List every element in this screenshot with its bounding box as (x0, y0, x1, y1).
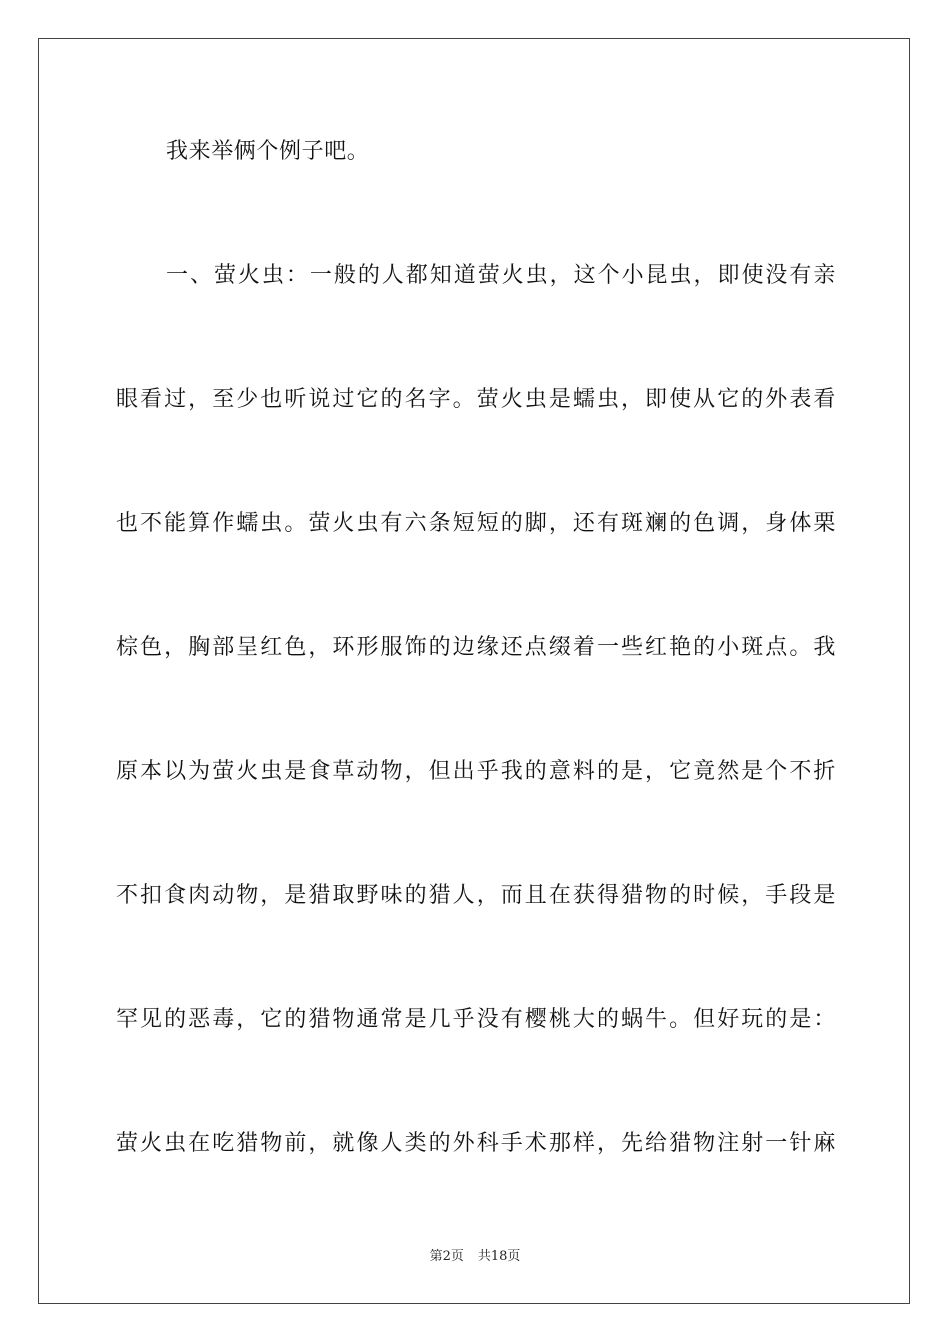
paragraph-2-line-4: 棕色，胸部呈红色，环形服饰的边缘还点缀着一些红艳的小斑点。我 (116, 635, 836, 660)
page-number: 第2页 (429, 1249, 464, 1264)
paragraph-2-line-3: 也不能算作蠕虫。萤火虫有六条短短的脚，还有斑斓的色调，身体栗 (116, 511, 836, 536)
page-footer (0, 1248, 950, 1266)
paragraph-2-line-7: 罕见的恶毒，它的猎物通常是几乎没有樱桃大的蜗牛。但好玩的是： (116, 1007, 836, 1032)
paragraph-2-line-1: 一、萤火虫：一般的人都知道萤火虫，这个小昆虫，即使没有亲 (166, 263, 836, 288)
paragraph-2-line-5: 原本以为萤火虫是食草动物，但出乎我的意料的是，它竟然是个不折 (116, 759, 836, 784)
paragraph-2-line-8: 萤火虫在吃猎物前，就像人类的外科手术那样，先给猎物注射一针麻 (116, 1131, 836, 1156)
paragraph-1-line-1: 我来举俩个例子吧。 (166, 139, 370, 164)
paragraph-2-line-6: 不扣食肉动物，是猎取野味的猎人，而且在获得猎物的时候，手段是 (116, 883, 836, 908)
page-border (38, 38, 910, 1304)
paragraph-2-line-2: 眼看过，至少也听说过它的名字。萤火虫是蠕虫，即使从它的外表看 (116, 387, 836, 412)
total-pages: 共18页 (477, 1249, 521, 1264)
